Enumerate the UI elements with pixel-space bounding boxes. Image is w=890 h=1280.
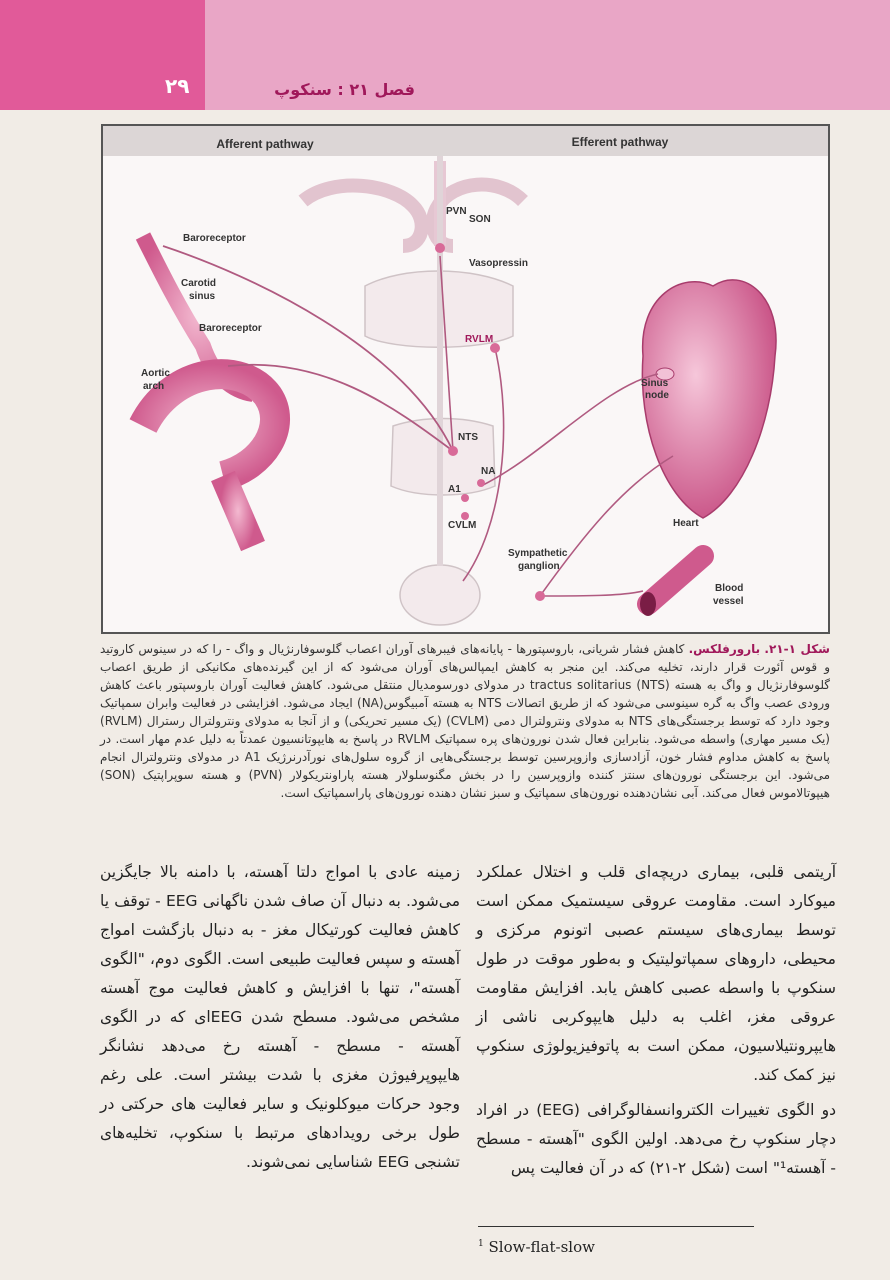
vagal-efferent-pathway	[481, 374, 658, 486]
figure-header-strip	[103, 126, 828, 156]
label-heart: Heart	[673, 518, 699, 529]
descending-aorta	[223, 476, 253, 546]
cvlm-nucleus	[461, 512, 469, 520]
label-rvlm: RVLM	[465, 334, 494, 345]
label-aortic-2: arch	[143, 381, 165, 392]
figure-caption	[100, 640, 830, 802]
label-carotid-2: sinus	[189, 291, 216, 302]
blood-vessel-illustration	[648, 556, 703, 604]
label-a1: A1	[448, 484, 461, 495]
a1-nucleus	[461, 494, 469, 502]
baroreflex-diagram	[103, 126, 828, 632]
footnote-divider	[478, 1226, 754, 1227]
footnote-number: 1	[478, 1239, 484, 1249]
label-vasopressin: Vasopressin	[469, 258, 528, 269]
sympathetic-vessel-pathway	[540, 591, 643, 596]
sympathetic-ganglion-node	[535, 591, 545, 601]
paragraph-right-1: آریتمی قلبی، بیماری دریچه‌ای قلب و اختلال عملکرد میوکارد است. مقاومت عروقی سیستمیک ممکن است توسط بیماری‌های سیستم عصبی اتونوم مرکزی و محیطی، داروهای سمپاتولیتیک و به‌طور موقت در طول سنکوپ با واسطه عصبی کاهش یابد. افزایش مقاومت عروقی مغز، اغلب به دلیل هایپوکربی ناشی از هایپرونتیلاسیون، ممکن است به پاتوفیزیولوژی سنکوپ نیز کمک کند.	[476, 863, 836, 1084]
label-baroreceptor-carotid: Baroreceptor	[183, 233, 246, 244]
caption-label: شکل ۱-۲۱.	[764, 642, 830, 656]
label-son: SON	[469, 214, 491, 225]
label-baroreceptor-aortic: Baroreceptor	[199, 323, 262, 334]
label-carotid-1: Carotid	[181, 278, 216, 289]
label-ganglion-1: Sympathetic	[508, 548, 568, 559]
label-na: NA	[481, 466, 496, 477]
afferent-pathway-label: Afferent pathway	[216, 137, 314, 151]
sympathetic-heart-pathway	[540, 456, 673, 596]
nts-nucleus	[448, 446, 458, 456]
paragraph-right-2: دو الگوی تغییرات الکتروانسفالوگرافی (EEG) در افراد دچار سنکوپ رخ می‌دهد. اولین الگوی "آهسته - مسطح - آهسته¹" است (شکل ۲-۲۱) که در آن فعالیت پس	[476, 1101, 836, 1177]
paragraph-left-1: زمینه عادی با امواج دلتا آهسته، با دامنه بالا جایگزین می‌شود. به دنبال آن صاف شدن ناگهانی EEG - توقف یا کاهش فعالیت کورتیکال مغز - به دنبال بازگشت امواج آهسته و سپس فعالیت طبیعی است. الگوی دوم، "الگوی آهسته"، تنها با افزایش و کاهش فعالیت موج آهسته مشخص می‌شود. مسطح شدن EEGای که در الگوی آهسته - مسطح - آهسته رخ می‌دهد نشانگر هایپوپرفیوژن مغزی با شدت بیشتر است. علی رغم وجود حرکات میوکلونیک و سایر فعالیت های حرکتی در طول برخی رویدادهای مرتبط با سنکوپ، تخلیه‌های تشنجی EEG شناسایی نمی‌شوند.	[100, 863, 460, 1171]
chapter-title: فصل ۲۱ : سنکوپ	[274, 80, 415, 99]
label-cvlm: CVLM	[448, 520, 477, 531]
caption-text: کاهش فشار شریانی، باروسپتورها - پایانه‌های فیبرهای آوران اعصاب گلوسوفارنژیال و واگ - را که در سینوس کاروتید و قوس آئورت قرار دارند، تخلیه می‌کند. این منجر به کاهش ایمپالس‌های آوران می‌شود که از این گیرنده‌های مکانیکی از طریق اعصاب گلوسوفارنژیال و واگ به هسته tractus solitarius (NTS) در مدولای دورسومدیال منتقل می‌شود. کاهش فعالیت آوران باروسپتور باعث کاهش ورودی عصب واگ به گره سینوسی می‌شود که از طریق اتصالات NTS به هسته آمبیگوس(NA) ایجاد می‌شود. افزایشی در فعالیت وابران سمپاتیک وجود دارد که توسط برجستگی‌های NTS به مدولای ونترولترال دمی (CVLM) (یک مسیر تحریکی) و از آنجا به مدولای ونترولترال رسترال (RVLM) (یک مسیر مهاری) واسطه می‌شود. بنابراین فعال شدن نورون‌های پره سمپاتیک RVLM در پاسخ به هایپوتانسیون عمدتاً به دلیل عدم مهار است. در پاسخ به کاهش مداوم فشار خون، آزادسازی وازوپرسین توسط برجستگی‌هایی از گروه سلول‌های نورآدرنرژیک A1 در مدولای ونترولترال انجام می‌شود. این برجستگی نورون‌های سنتز کننده وازوپرسین را در بخش مگنوسلولار هسته پاراونتریکولار (PVN) و هسته سوپراپتیک (SON) هیپوتالاموس فعال می‌کند. آبی نشان‌دهنده نورون‌های سمپاتیک و سبز نشان دهنده نورون‌های پاراسمپاتیک است.	[100, 642, 831, 800]
caption-title: بارورفلکس.	[688, 642, 761, 656]
pvn-son-nucleus	[435, 243, 445, 253]
label-sinus-1: Sinus	[641, 378, 669, 389]
label-vessel: vessel	[713, 596, 744, 607]
body-column-left	[100, 858, 460, 1183]
footnote	[478, 1238, 595, 1256]
page-number: ۲۹	[165, 74, 190, 98]
label-nts: NTS	[458, 432, 478, 443]
efferent-pathway-label: Efferent pathway	[571, 135, 669, 149]
baroreflex-figure	[101, 124, 830, 634]
label-aortic-1: Aortic	[141, 368, 170, 379]
label-sinus-2: node	[645, 390, 669, 401]
blood-vessel-lumen	[640, 592, 656, 616]
label-pvn: PVN	[446, 206, 467, 217]
label-ganglion-2: ganglion	[518, 561, 560, 572]
label-blood: Blood	[715, 583, 744, 594]
body-column-right	[476, 858, 836, 1189]
na-nucleus	[477, 479, 485, 487]
footnote-text: Slow-flat-slow	[488, 1238, 595, 1256]
